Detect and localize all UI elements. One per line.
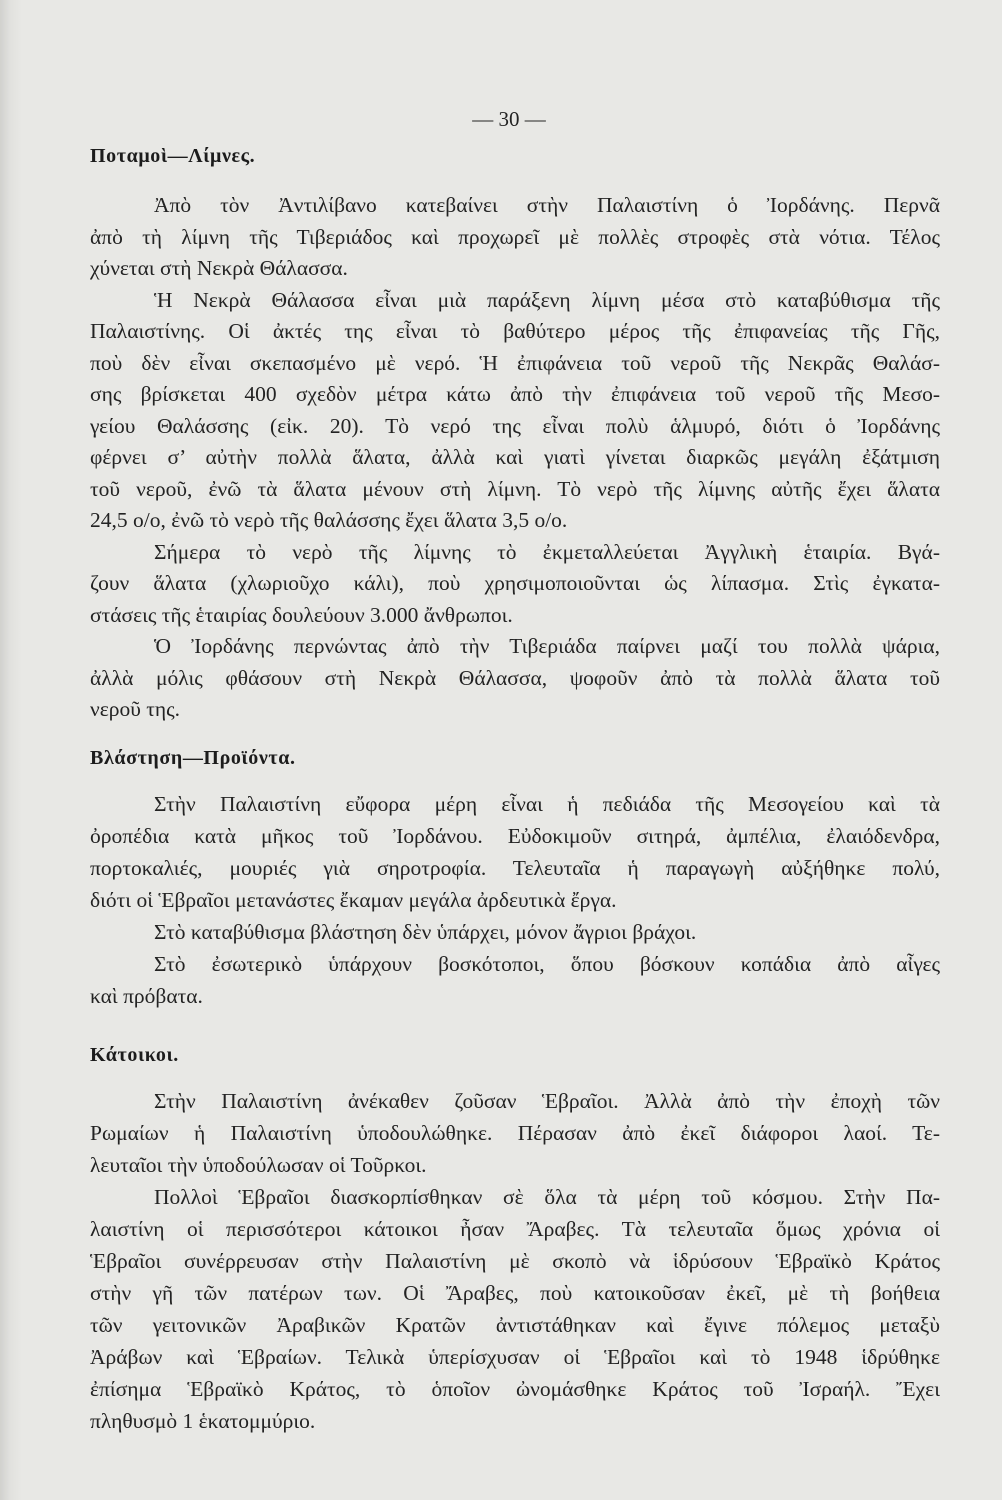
text-line: γείου Θαλάσσης (εἰκ. 20). Τὸ νερό της εἶναι πολὺ ἁλμυρό, διότι ὁ Ἰορδάνης (90, 413, 940, 438)
text-line: Ἀπὸ τὸν Ἀντιλίβανο κατεβαίνει στὴν Παλαιστίνη ὁ Ἰορδάνης. Περνᾶ (154, 193, 940, 217)
paragraph (90, 1085, 940, 1181)
section-heading-vegetation-products: Βλάστηση—Προϊόντα. (90, 747, 296, 769)
text-line: Παλαιστίνης. Οἱ ἀκτές της εἶναι τὸ βαθύτερο μέρος τῆς ἐπιφανείας τῆς Γῆς, (90, 319, 940, 343)
text-line: ζουν ἅλατα (χλωριοῦχο κάλι), ποὺ χρησιμοποιοῦνται ὡς λίπασμα. Στὶς ἐγκατα- (90, 571, 940, 595)
section-heading-rivers-lakes: Ποταμοὶ—Λίμνες. (90, 145, 256, 167)
text-line: πληθυσμὸ 1 ἑκατομμύριο. (90, 1409, 316, 1433)
paragraph (90, 285, 940, 537)
text-line: Ἡ Νεκρὰ Θάλασσα εἶναι μιὰ παράξενη λίμνη μέσα στὸ καταβύθισμα τῆς (154, 287, 940, 312)
paragraph (90, 948, 940, 1012)
section-body-inhabitants (90, 1085, 940, 1437)
text-line: Ὁ Ἰορδάνης περνώντας ἀπὸ τὴν Τιβεριάδα παίρνει μαζί του πολλὰ ψάρια, (154, 634, 940, 658)
text-line: νεροῦ της. (90, 697, 181, 721)
section-body-vegetation-products (90, 788, 940, 1012)
text-line: ἐπίσημα Ἑβραϊκὸ Κράτος, τὸ ὁποῖον ὠνομάσθηκε Κράτος τοῦ Ἰσραήλ. Ἔχει (90, 1377, 940, 1401)
text-line: πορτοκαλιές, μουριές γιὰ σηροτροφία. Τελευταῖα ἡ παραγωγὴ αὐξήθηκε πολύ, (90, 856, 940, 880)
text-line: ἀπὸ τὴ λίμνη τῆς Τιβεριάδος καὶ προχωρεῖ μὲ πολλὲς στροφὲς στὰ νότια. Τέλος (90, 224, 940, 249)
text-line: Στὸ καταβύθισμα βλάστηση δὲν ὑπάρχει, μόνον ἄγριοι βράχοι. (154, 920, 697, 944)
paragraph (90, 190, 940, 285)
paragraph (90, 788, 940, 916)
text-line: Πολλοὶ Ἑβραῖοι διασκορπίσθηκαν σὲ ὅλα τὰ μέρη τοῦ κόσμου. Στὴν Πα- (154, 1185, 940, 1209)
text-line: ἀλλὰ μόλις φθάσουν στὴ Νεκρὰ Θάλασσα, ψοφοῦν ἀπὸ τὰ πολλὰ ἅλατα τοῦ (90, 665, 940, 690)
text-line: χύνεται στὴ Νεκρὰ Θάλασσα. (90, 256, 348, 280)
paragraph (90, 537, 940, 632)
text-line: στάσεις τῆς ἑταιρίας δουλεύουν 3.000 ἄνθρωποι. (90, 602, 513, 627)
text-line: λαιστίνη οἱ περισσότεροι κάτοικοι ἦσαν Ἄραβες. Τὰ τελευταῖα ὅμως χρόνια οἱ (90, 1217, 940, 1241)
text-line: ὀροπέδια κατὰ μῆκος τοῦ Ἰορδάνου. Εὐδοκιμοῦν σιτηρά, ἀμπέλια, ἐλαιόδενδρα, (90, 824, 940, 848)
text-line: τῶν γειτονικῶν Ἀραβικῶν Κρατῶν ἀντιστάθηκαν καὶ ἔγινε πόλεμος μεταξὺ (90, 1313, 940, 1337)
section-body-rivers-lakes (90, 190, 940, 726)
text-line: τοῦ νεροῦ, ἐνῶ τὰ ἅλατα μένουν στὴ λίμνη. Τὸ νερὸ τῆς λίμνης αὐτῆς ἔχει ἅλατα (90, 476, 940, 501)
text-line: διότι οἱ Ἑβραῖοι μετανάστες ἔκαμαν μεγάλα ἀρδευτικὰ ἔργα. (90, 888, 617, 912)
text-line: Ἀράβων καὶ Ἑβραίων. Τελικὰ ὑπερίσχυσαν οἱ Ἑβραῖοι καὶ τὸ 1948 ἱδρύθηκε (90, 1345, 940, 1369)
section-heading-inhabitants: Κάτοικοι. (90, 1044, 179, 1066)
text-line: Στὴν Παλαιστίνη εὔφορα μέρη εἶναι ἡ πεδιάδα τῆς Μεσογείου καὶ τὰ (154, 792, 940, 816)
paragraph (90, 1181, 940, 1437)
text-line: Ἑβραῖοι συνέρρευσαν στὴν Παλαιστίνη μὲ σκοπὸ νὰ ἱδρύσουν Ἑβραϊκὸ Κράτος (90, 1249, 940, 1273)
text-line: λευταῖοι τὴν ὑποδούλωσαν οἱ Τοῦρκοι. (90, 1153, 427, 1177)
paragraph (90, 916, 940, 948)
text-line: στὴν γῆ τῶν πατέρων των. Οἱ Ἄραβες, ποὺ κατοικοῦσαν ἐκεῖ, μὲ τὴ βοήθεια (90, 1281, 940, 1305)
text-line: Στὴν Παλαιστίνη ἀνέκαθεν ζοῦσαν Ἑβραῖοι. Ἀλλὰ ἀπὸ τὴν ἐποχὴ τῶν (154, 1089, 940, 1113)
page-number: — 30 — (472, 107, 546, 131)
text-line: φέρνει σ’ αὐτὴν πολλὰ ἅλατα, ἀλλὰ καὶ γιατὶ γίνεται διαρκῶς μεγάλη ἐξάτμιση (90, 445, 940, 469)
text-line: ποὺ δὲν εἶναι σκεπασμένο μὲ νερό. Ἡ ἐπιφάνεια τοῦ νεροῦ τῆς Νεκρᾶς Θαλάσ- (90, 350, 940, 375)
text-line: Ρωμαίων ἡ Παλαιστίνη ὑποδουλώθηκε. Πέρασαν ἀπὸ ἐκεῖ διάφοροι λαοί. Τε- (90, 1121, 940, 1145)
text-line: Σήμερα τὸ νερὸ τῆς λίμνης τὸ ἐκμεταλλεύεται Ἀγγλικὴ ἑταιρία. Βγά- (154, 539, 940, 564)
text-line: Στὸ ἐσωτερικὸ ὑπάρχουν βοσκότοποι, ὅπου βόσκουν κοπάδια ἀπὸ αἶγες (154, 952, 940, 976)
paragraph (90, 631, 940, 726)
text-line: 24,5 o/o, ἐνῶ τὸ νερὸ τῆς θαλάσσης ἔχει ἅλατα 3,5 o/o. (90, 508, 568, 532)
text-line: σης βρίσκεται 400 σχεδὸν μέτρα κάτω ἀπὸ τὴν ἐπιφάνεια τοῦ νεροῦ τῆς Μεσο- (90, 382, 940, 406)
text-line: καὶ πρόβατα. (90, 984, 203, 1008)
